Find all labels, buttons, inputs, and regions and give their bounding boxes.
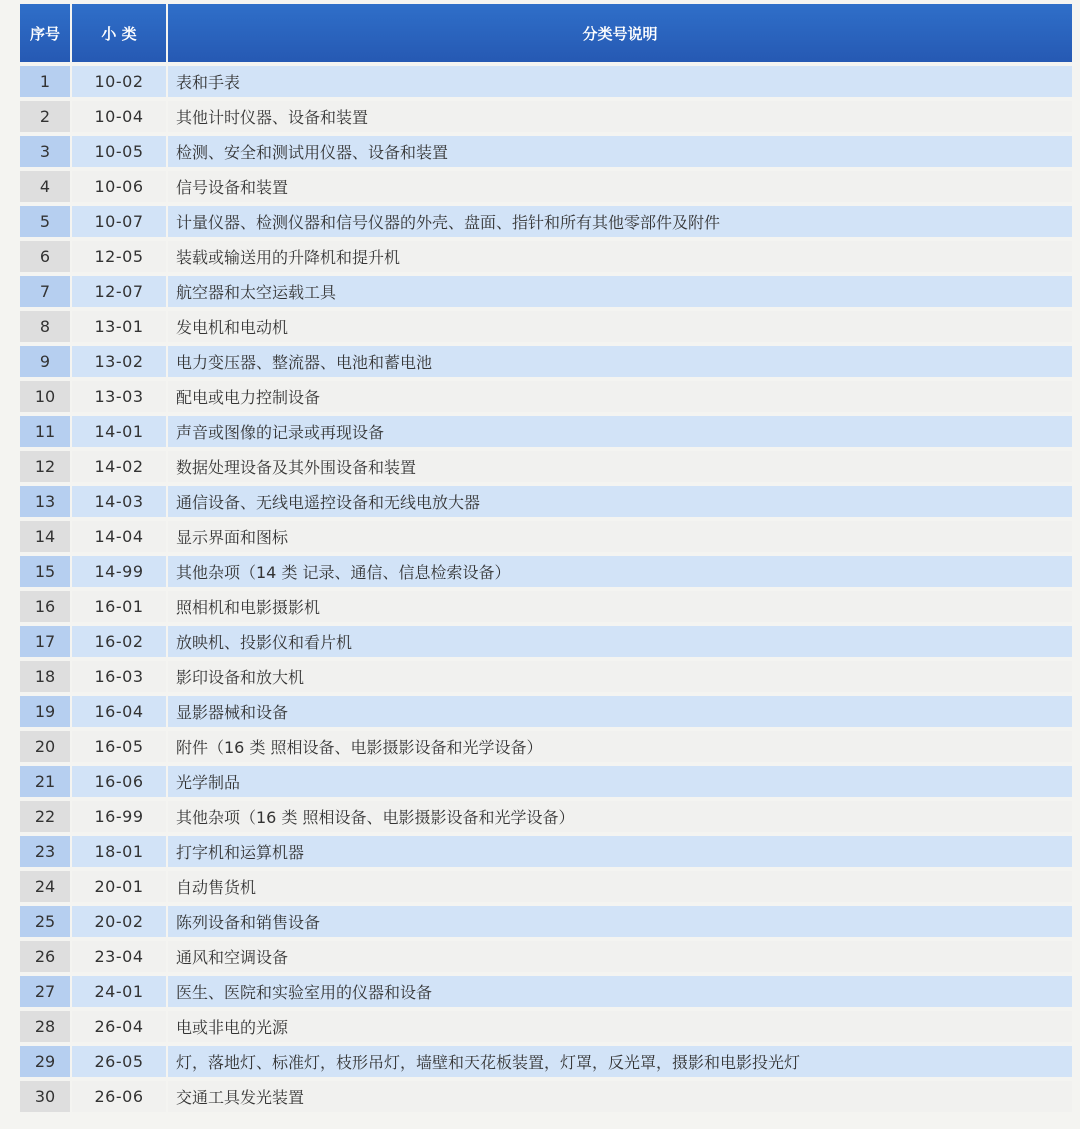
row-index: 26 — [20, 937, 72, 972]
row-subclass: 16-02 — [72, 622, 168, 657]
row-index: 27 — [20, 972, 72, 1007]
row-index: 7 — [20, 272, 72, 307]
table-row — [20, 622, 1072, 657]
table-row — [20, 902, 1072, 937]
row-subclass: 14-02 — [72, 447, 168, 482]
row-subclass: 12-07 — [72, 272, 168, 307]
row-subclass: 10-05 — [72, 132, 168, 167]
classification-table — [20, 4, 1072, 1112]
row-description: 其他杂项（16 类 照相设备、电影摄影设备和光学设备） — [168, 797, 1072, 832]
row-subclass: 16-99 — [72, 797, 168, 832]
row-description: 放映机、投影仪和看片机 — [168, 622, 1072, 657]
row-description: 电力变压器、整流器、电池和蓄电池 — [168, 342, 1072, 377]
row-description: 数据处理设备及其外围设备和装置 — [168, 447, 1072, 482]
row-index: 8 — [20, 307, 72, 342]
row-subclass: 26-04 — [72, 1007, 168, 1042]
row-subclass: 16-04 — [72, 692, 168, 727]
row-description: 其他计时仪器、设备和装置 — [168, 97, 1072, 132]
row-index: 22 — [20, 797, 72, 832]
row-index: 10 — [20, 377, 72, 412]
row-index: 6 — [20, 237, 72, 272]
row-description: 表和手表 — [168, 62, 1072, 97]
row-index: 19 — [20, 692, 72, 727]
table-row — [20, 657, 1072, 692]
table-row — [20, 937, 1072, 972]
table-row — [20, 972, 1072, 1007]
table-row — [20, 1007, 1072, 1042]
table-row — [20, 1077, 1072, 1112]
table-row — [20, 62, 1072, 97]
row-subclass: 26-06 — [72, 1077, 168, 1112]
row-index: 15 — [20, 552, 72, 587]
row-index: 20 — [20, 727, 72, 762]
row-index: 29 — [20, 1042, 72, 1077]
row-index: 9 — [20, 342, 72, 377]
classification-table-container — [20, 4, 1072, 1112]
table-row — [20, 552, 1072, 587]
row-subclass: 16-05 — [72, 727, 168, 762]
row-index: 30 — [20, 1077, 72, 1112]
row-index: 4 — [20, 167, 72, 202]
row-index: 17 — [20, 622, 72, 657]
row-description: 医生、医院和实验室用的仪器和设备 — [168, 972, 1072, 1007]
table-row — [20, 447, 1072, 482]
row-subclass: 20-02 — [72, 902, 168, 937]
row-description: 通信设备、无线电遥控设备和无线电放大器 — [168, 482, 1072, 517]
row-description: 打字机和运算机器 — [168, 832, 1072, 867]
row-index: 25 — [20, 902, 72, 937]
row-subclass: 16-06 — [72, 762, 168, 797]
row-index: 21 — [20, 762, 72, 797]
table-row — [20, 237, 1072, 272]
row-index: 1 — [20, 62, 72, 97]
row-description: 信号设备和装置 — [168, 167, 1072, 202]
row-subclass: 14-01 — [72, 412, 168, 447]
row-description: 影印设备和放大机 — [168, 657, 1072, 692]
table-row — [20, 727, 1072, 762]
table-row — [20, 307, 1072, 342]
row-description: 声音或图像的记录或再现设备 — [168, 412, 1072, 447]
row-description: 其他杂项（14 类 记录、通信、信息检索设备） — [168, 552, 1072, 587]
row-subclass: 14-03 — [72, 482, 168, 517]
row-subclass: 16-01 — [72, 587, 168, 622]
table-row — [20, 412, 1072, 447]
row-index: 11 — [20, 412, 72, 447]
table-row — [20, 482, 1072, 517]
row-description: 发电机和电动机 — [168, 307, 1072, 342]
table-header-row — [20, 4, 1072, 62]
table-row — [20, 202, 1072, 237]
row-description: 光学制品 — [168, 762, 1072, 797]
row-index: 3 — [20, 132, 72, 167]
row-description: 电或非电的光源 — [168, 1007, 1072, 1042]
row-description: 显示界面和图标 — [168, 517, 1072, 552]
row-subclass: 10-06 — [72, 167, 168, 202]
table-row — [20, 692, 1072, 727]
row-description: 通风和空调设备 — [168, 937, 1072, 972]
table-row — [20, 762, 1072, 797]
table-row — [20, 797, 1072, 832]
row-description: 自动售货机 — [168, 867, 1072, 902]
table-row — [20, 132, 1072, 167]
table-row — [20, 517, 1072, 552]
row-description: 附件（16 类 照相设备、电影摄影设备和光学设备） — [168, 727, 1072, 762]
row-subclass: 16-03 — [72, 657, 168, 692]
row-subclass: 13-03 — [72, 377, 168, 412]
row-index: 2 — [20, 97, 72, 132]
row-index: 23 — [20, 832, 72, 867]
table-row — [20, 272, 1072, 307]
table-row — [20, 97, 1072, 132]
row-description: 计量仪器、检测仪器和信号仪器的外壳、盘面、指针和所有其他零部件及附件 — [168, 202, 1072, 237]
row-description: 显影器械和设备 — [168, 692, 1072, 727]
header-index: 序号 — [20, 4, 72, 62]
row-subclass: 23-04 — [72, 937, 168, 972]
row-description: 灯，落地灯、标准灯，枝形吊灯，墙壁和天花板装置，灯罩，反光罩，摄影和电影投光灯 — [168, 1042, 1072, 1077]
row-index: 16 — [20, 587, 72, 622]
row-subclass: 26-05 — [72, 1042, 168, 1077]
table-row — [20, 832, 1072, 867]
row-description: 检测、安全和测试用仪器、设备和装置 — [168, 132, 1072, 167]
row-index: 12 — [20, 447, 72, 482]
row-index: 13 — [20, 482, 72, 517]
row-description: 交通工具发光装置 — [168, 1077, 1072, 1112]
row-description: 陈列设备和销售设备 — [168, 902, 1072, 937]
row-description: 装载或输送用的升降机和提升机 — [168, 237, 1072, 272]
row-subclass: 13-01 — [72, 307, 168, 342]
row-subclass: 20-01 — [72, 867, 168, 902]
table-row — [20, 342, 1072, 377]
row-subclass: 12-05 — [72, 237, 168, 272]
row-subclass: 13-02 — [72, 342, 168, 377]
row-subclass: 24-01 — [72, 972, 168, 1007]
row-subclass: 18-01 — [72, 832, 168, 867]
row-index: 14 — [20, 517, 72, 552]
row-description: 配电或电力控制设备 — [168, 377, 1072, 412]
row-index: 24 — [20, 867, 72, 902]
row-description: 航空器和太空运载工具 — [168, 272, 1072, 307]
row-subclass: 10-07 — [72, 202, 168, 237]
row-subclass: 10-04 — [72, 97, 168, 132]
row-subclass: 10-02 — [72, 62, 168, 97]
header-description: 分类号说明 — [168, 4, 1072, 62]
row-subclass: 14-99 — [72, 552, 168, 587]
table-body — [20, 62, 1072, 1112]
row-subclass: 14-04 — [72, 517, 168, 552]
table-row — [20, 167, 1072, 202]
table-row — [20, 867, 1072, 902]
row-index: 28 — [20, 1007, 72, 1042]
table-row — [20, 377, 1072, 412]
table-row — [20, 587, 1072, 622]
row-index: 18 — [20, 657, 72, 692]
header-subclass: 小 类 — [72, 4, 168, 62]
row-index: 5 — [20, 202, 72, 237]
table-row — [20, 1042, 1072, 1077]
row-description: 照相机和电影摄影机 — [168, 587, 1072, 622]
